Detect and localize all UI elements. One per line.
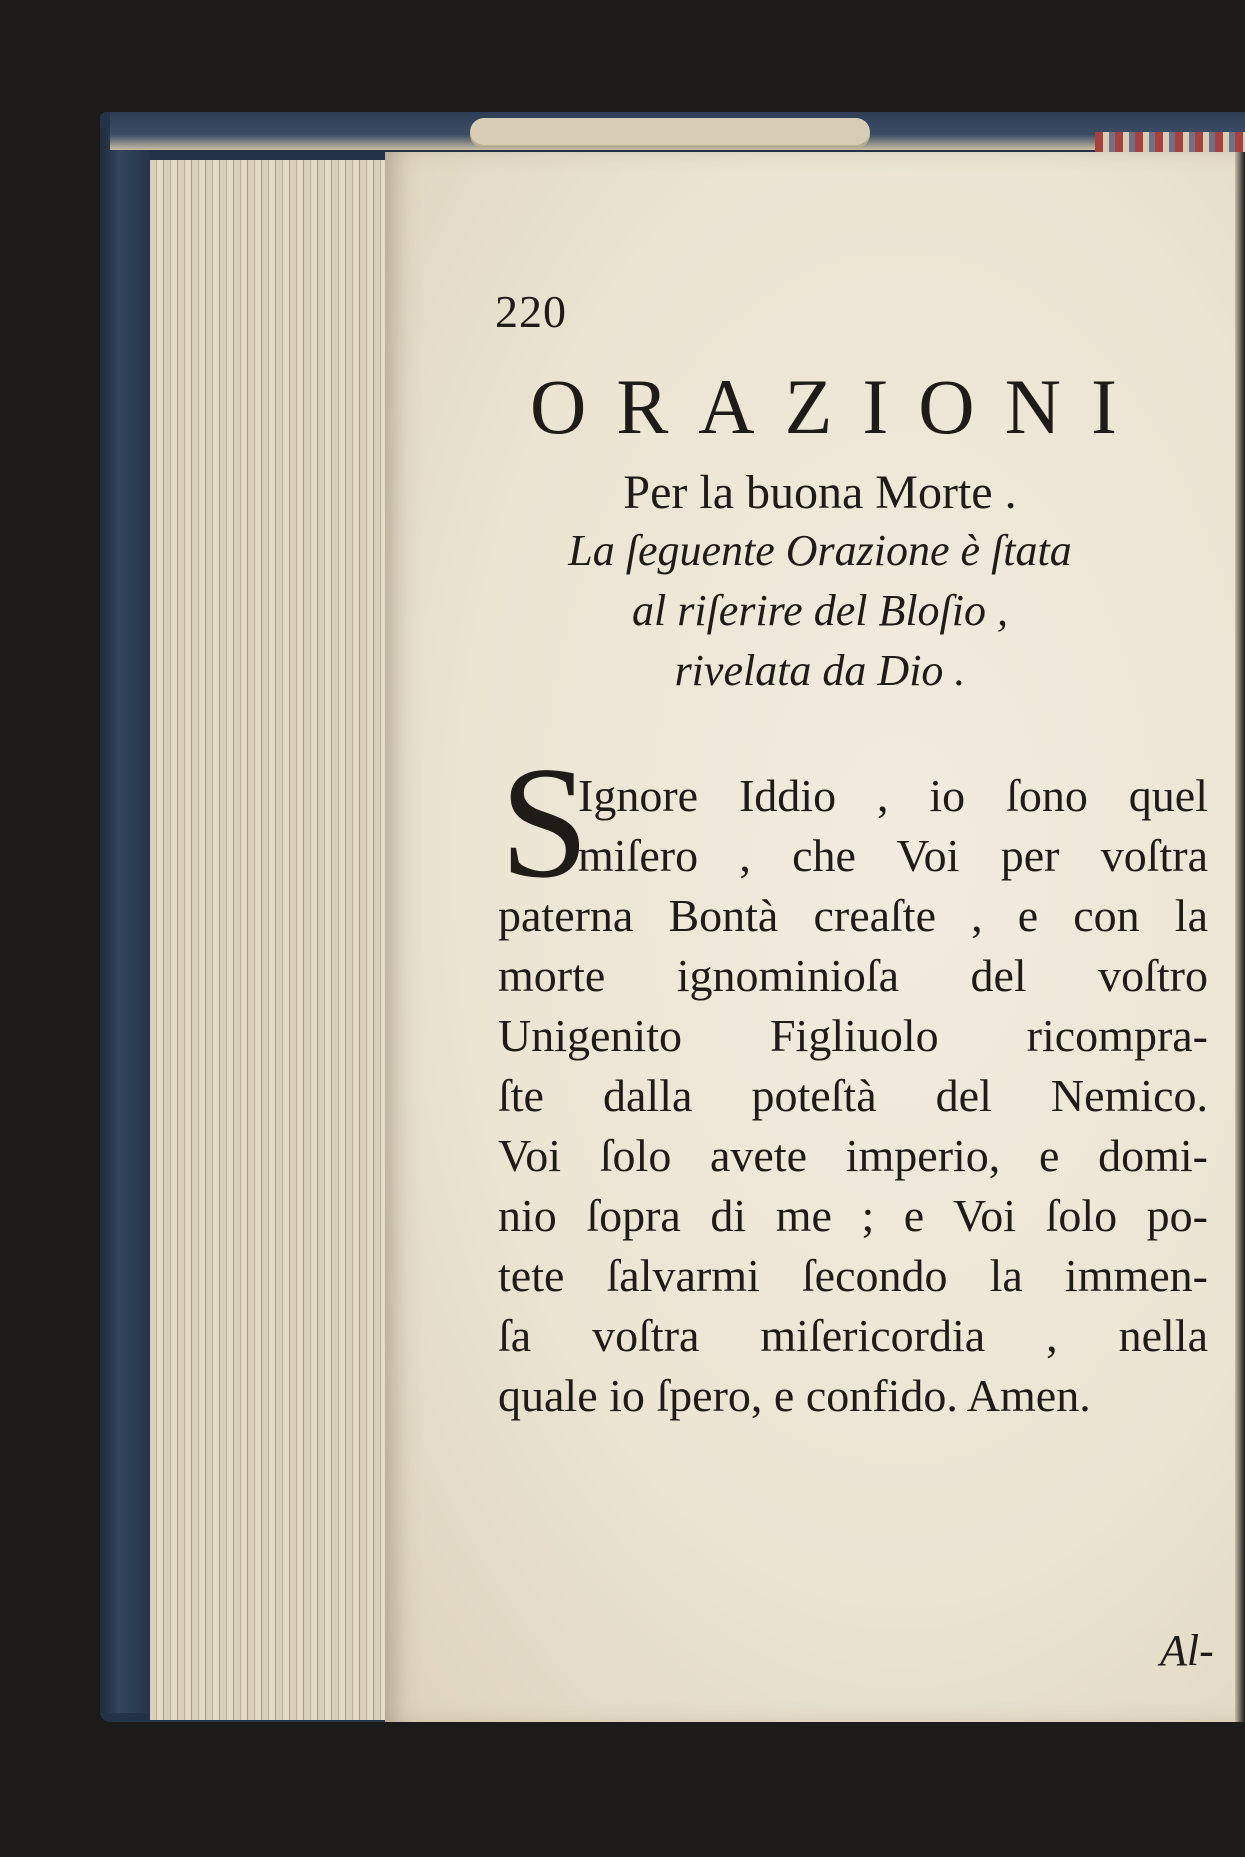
page-edges [150, 160, 392, 1720]
body-line: paterna Bontà creaſte , e con la [498, 890, 1208, 941]
body-line: ſte dalla poteſtà del Nemico. [498, 1070, 1208, 1121]
body-line: Ignore Iddio , io ſono quel [578, 770, 1208, 821]
catchword: Al- [1160, 1626, 1214, 1675]
drop-cap: S [500, 733, 589, 911]
binding-tab [470, 118, 870, 148]
body-line: Voi ſolo avete imperio, e domi- [498, 1130, 1208, 1181]
note-line: La ſeguente Orazione è ſtata [568, 526, 1072, 575]
body-line: quale io ſpero, e confido. Amen. [498, 1370, 1091, 1421]
book-spine [100, 128, 150, 1713]
note-line: al riſerire del Bloſio , [632, 586, 1008, 635]
note-line: rivelata da Dio . [674, 646, 966, 695]
page-right-edge [1235, 152, 1245, 1722]
body-line: ſa voſtra miſericordia , nella [498, 1310, 1208, 1361]
page-subtitle: Per la buona Morte . [623, 466, 1017, 519]
page-number: 220 [495, 286, 567, 337]
page-title: ORAZIONI [530, 363, 1147, 450]
body-line: Unigenito Figliuolo ricompra- [498, 1010, 1208, 1061]
body-line: nio ſopra di me ; e Voi ſolo po- [498, 1190, 1208, 1241]
body-line: tete ſalvarmi ſecondo la immen- [498, 1250, 1208, 1301]
body-line: miſero , che Voi per voſtra [578, 830, 1208, 881]
body-line: morte ignominioſa del voſtro [498, 950, 1208, 1001]
